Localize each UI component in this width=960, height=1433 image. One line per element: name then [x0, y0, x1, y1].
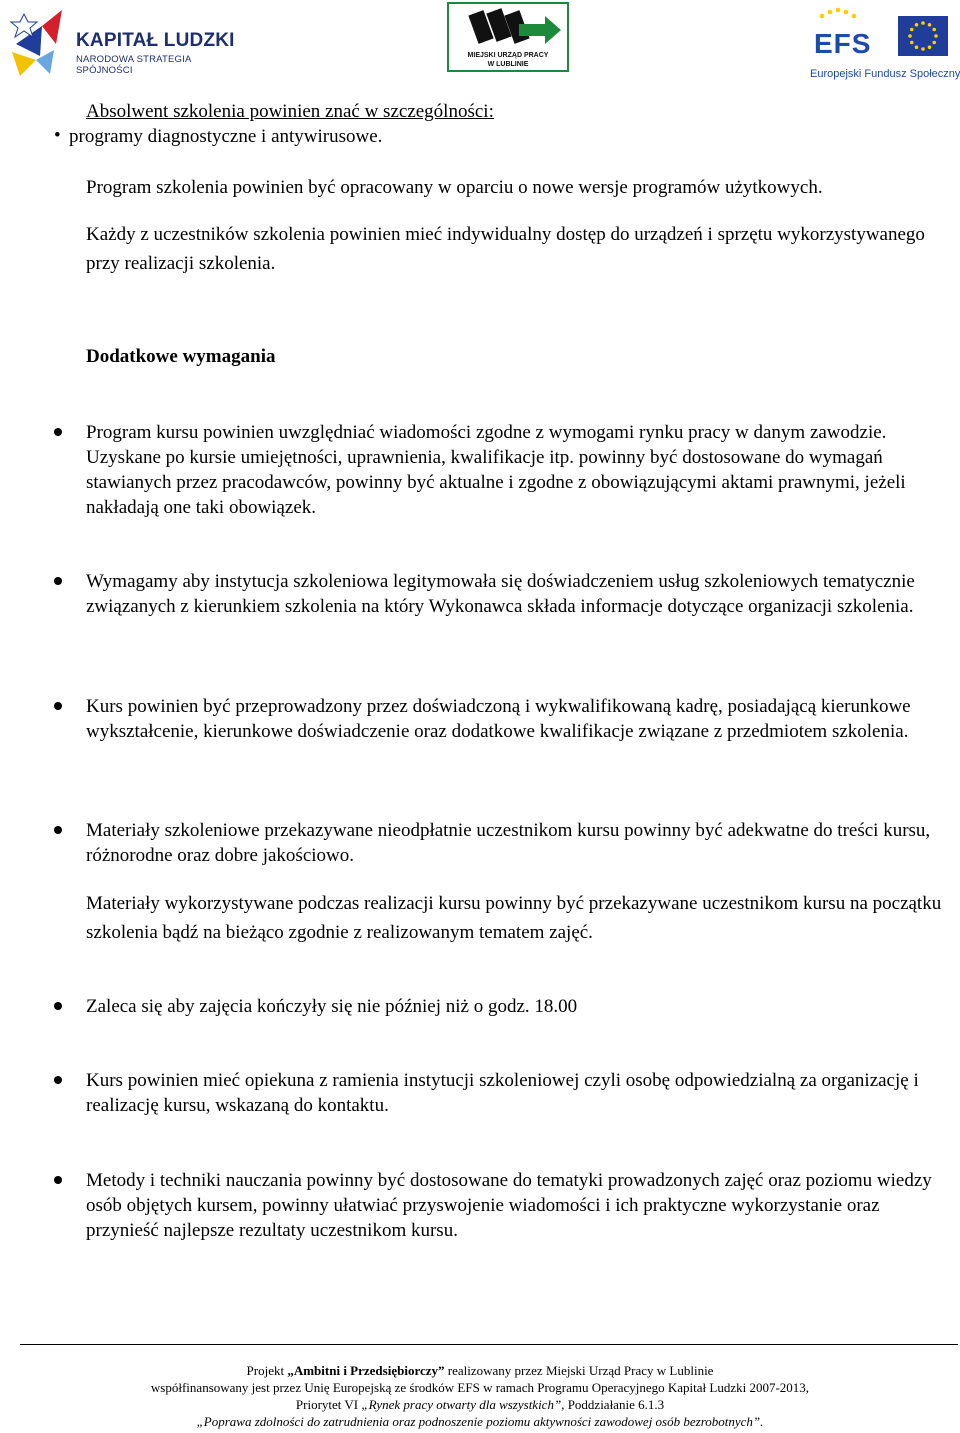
paragraph-access: Każdy z uczestników szkolenia powinien mieć indywidualny dostęp do urządzeń i sprzętu wykorzystywanego przy realizacji szkolenia.: [86, 224, 925, 274]
footer-priority-name: „Rynek pracy otwarty dla wszystkich”: [361, 1397, 562, 1412]
efs-logo: [808, 4, 960, 84]
paragraph-program: Program szkolenia powinien być opracowany w oparciu o nowe wersje programów użytkowych.: [86, 177, 823, 198]
requirement-item: Materiały szkoleniowe przekazywane nieodpłatnie uczestnikom kursu powinny być adekwatne do treści kursu, różnorodne oraz dobre jakościowo.: [86, 820, 931, 866]
intro-bullet-item: programy diagnostyczne i antywirusowe.: [69, 126, 383, 147]
section-heading: Dodatkowe wymagania: [86, 346, 276, 367]
footer-project-name: „Ambitni i Przedsiębiorczy”: [287, 1363, 445, 1378]
bullet-icon: •: [54, 125, 61, 146]
eu-flag-icon: [898, 16, 948, 56]
paragraph-materials: Materiały wykorzystywane podczas realizacji kursu powinny być przekazywane uczestnikom kursu na początku szkolenia bądź na bieżąco zgodnie z realizowanym tematem zajęć.: [86, 893, 942, 943]
efs-stars-icon: [812, 6, 878, 30]
kapital-ludzki-emblem-icon: [6, 4, 70, 80]
efs-mark: EFS: [814, 28, 872, 59]
footer-line4: „Poprawa zdolności do zatrudnienia oraz podnoszenie poziomu aktywności zawodowej osób bezrobotnych”.: [196, 1414, 764, 1429]
requirement-item: Wymagamy aby instytucja szkoleniowa legitymowała się doświadczeniem usług szkoleniowych tematycznie związanych z kierunkiem szkolenia na który Wykonawca składa informacje dotyczące organizacji szkolenia.: [86, 571, 915, 617]
mup-caption-line2: W LUBLINIE: [487, 61, 529, 68]
mup-caption-line1: MIEJSKI URZĄD PRACY: [467, 52, 549, 59]
bullet-icon: [54, 1002, 62, 1010]
kapital-ludzki-title: KAPITAŁ LUDZKI: [76, 30, 235, 51]
kapital-ludzki-logo: [6, 4, 250, 80]
requirement-item: Metody i techniki nauczania powinny być dostosowane do tematyki prowadzonych zajęć oraz poziomu wiedzy osób objętych kursem, powinny ułatwiać przyswojenie wiadomości i ich praktyczne wykorzystanie oraz przynieść najlepsze rezultaty uczestnikom kursu.: [86, 1170, 932, 1241]
intro-label: Absolwent szkolenia powinien znać w szczególności:: [86, 101, 494, 122]
footer-divider: [20, 1344, 958, 1345]
requirement-item: Zaleca się aby zajęcia kończyły się nie później niż o godz. 18.00: [86, 996, 578, 1017]
footer-line1-pre: Projekt: [246, 1363, 288, 1378]
requirement-item: Kurs powinien mieć opiekuna z ramienia instytucji szkoleniowej czyli osobę odpowiedzialną za organizację i realizację kursu, wskazaną do kontaktu.: [86, 1070, 919, 1116]
requirement-item: Program kursu powinien uwzględniać wiadomości zgodne z wymogami rynku pracy w danym zawodzie. Uzyskane po kursie umiejętności, uprawnienia, kwalifikacje itp. powinny być dostosowane do wymagań stawianych przez pracodawców, powinny być aktualne i zgodne z obowiązującymi aktami prawnymi, jeżeli nakładają one taki obowiązek.: [86, 422, 906, 518]
bullet-icon: [54, 1076, 62, 1084]
bullet-icon: [54, 826, 62, 834]
footer-line3: [0, 1396, 960, 1413]
bullet-icon: [54, 428, 62, 436]
bullet-icon: [54, 1176, 62, 1184]
mup-lublin-logo: [447, 2, 569, 72]
footer-line1: [0, 1362, 960, 1379]
bullet-icon: [54, 702, 62, 710]
requirement-item: Kurs powinien być przeprowadzony przez doświadczoną i wykwalifikowaną kadrę, posiadającą kierunkowe wykształcenie, kierunkowe doświadczenie oraz dodatkowe kwalifikacje związane z przedmiotem szkolenia.: [86, 696, 911, 742]
kapital-ludzki-subtitle: NARODOWA STRATEGIA SPÓJNOŚCI: [76, 54, 191, 76]
footer-line1-post: realizowany przez Miejski Urząd Pracy w Lublinie: [444, 1363, 714, 1378]
mup-arrow-icon: [449, 4, 567, 50]
footer-line3-post: , Poddziałanie 6.1.3: [561, 1397, 665, 1412]
efs-caption: Europejski Fundusz Społeczny: [810, 68, 960, 80]
footer-line3-pre: Priorytet VI: [295, 1397, 362, 1412]
footer-line2: współfinansowany jest przez Unię Europejską ze środków EFS w ramach Programu Operacyjnego Kapitał Ludzki 2007-2013,: [150, 1380, 810, 1395]
bullet-icon: [54, 577, 62, 585]
